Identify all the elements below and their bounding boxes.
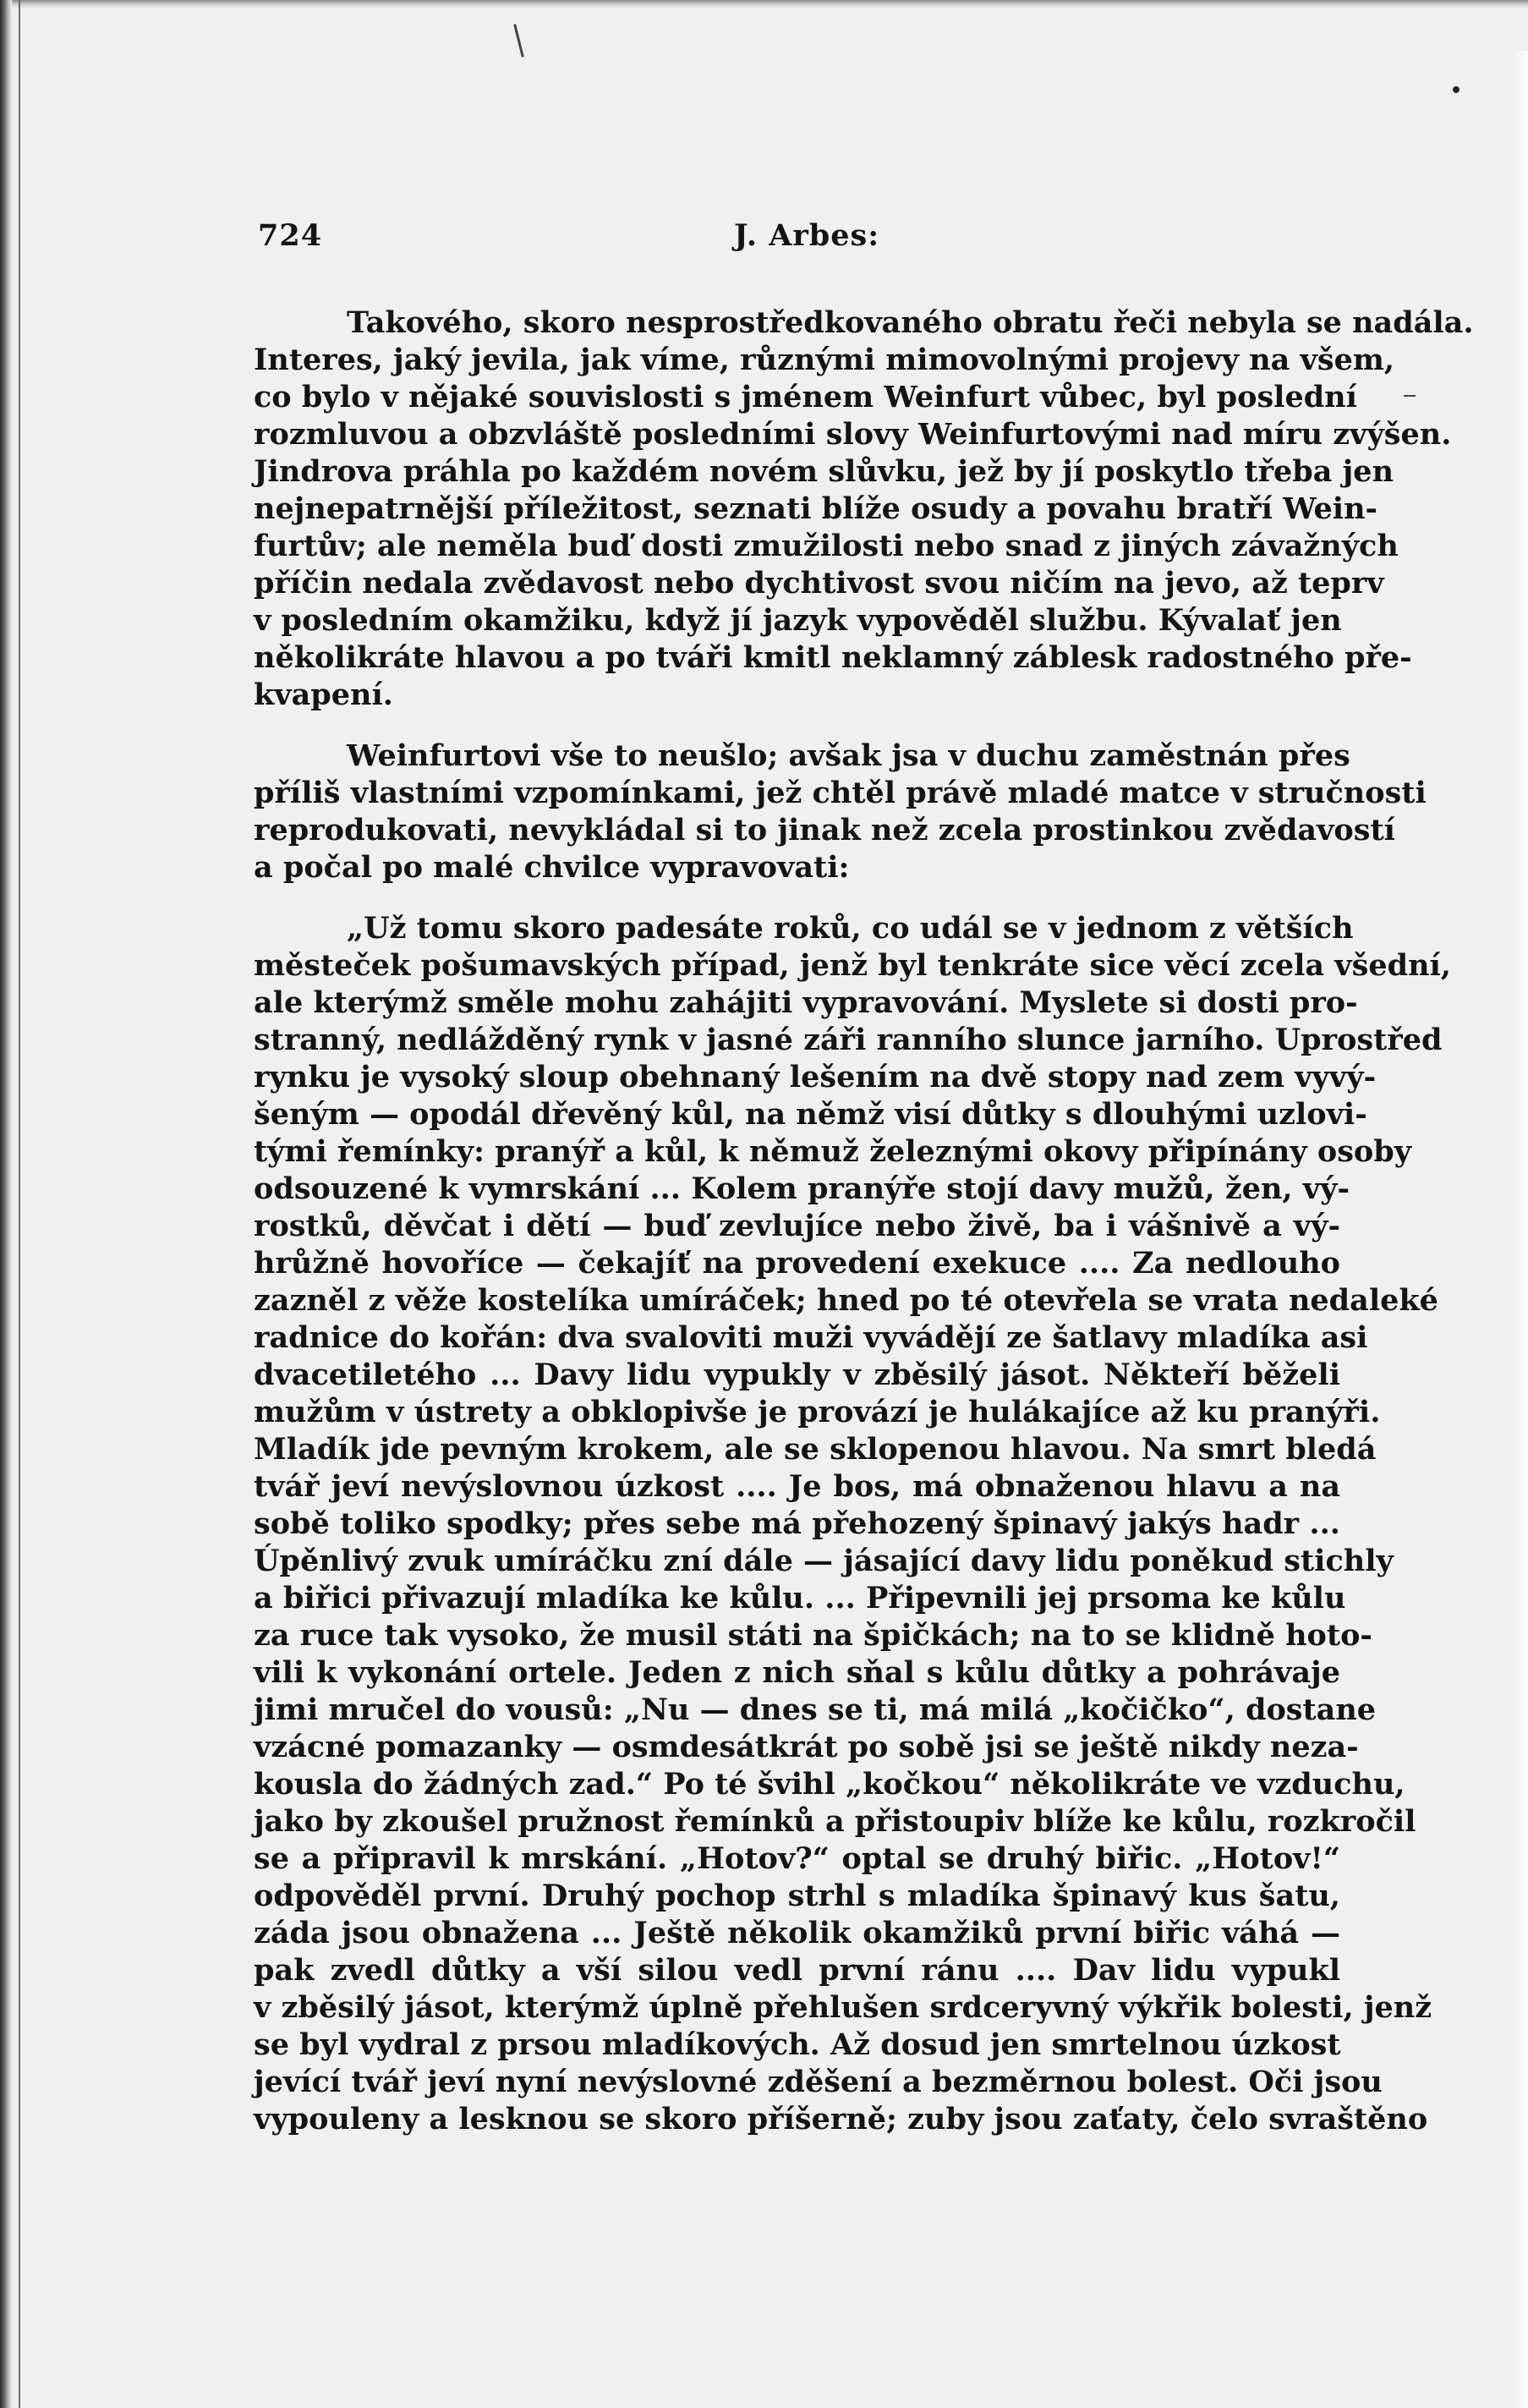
paragraph-1	[254, 304, 1474, 714]
text-line: tými řemínky: pranýř a kůl, k němuž železnými okovy připínány osoby	[254, 1134, 1412, 1169]
page-number: 724	[258, 218, 323, 253]
text-line: jako by zkoušel pružnost řemínků a přistoupiv blíže ke kůlu, rozkročil	[254, 1804, 1416, 1839]
text-line: odsouzené k vymrskání ... Kolem pranýře stojí davy mužů, žen, vý-	[254, 1171, 1350, 1206]
text-line: reprodukovati, nevykládal si to jinak než zcela prostinkou zvědavostí	[254, 813, 1395, 847]
text-line: záda jsou obnažena ... Ještě několik okamžiků první biřic váhá —	[254, 1916, 1340, 1950]
text-line: Takového, skoro nesprostředkovaného obratu řeči nebyla se nadála.	[347, 305, 1474, 340]
text-line: za ruce tak vysoko, že musil státi na špičkách; na to se klidně hoto-	[254, 1618, 1372, 1653]
text-line: sobě toliko spodky; přes sebe má přehozený špinavý jakýs hadr ...	[254, 1506, 1340, 1541]
text-line: rozmluvou a obzvláště posledními slovy Weinfurtovými nad míru zvýšen.	[254, 417, 1452, 452]
text-line: a počal po malé chvilce vypravovati:	[254, 850, 850, 885]
text-line: vzácné pomazanky — osmdesátkrát po sobě jsi se ještě nikdy neza-	[254, 1730, 1359, 1764]
scan-mark	[513, 24, 524, 58]
text-line: městeček pošumavských případ, jenž byl tenkráte sice věcí zcela všední,	[254, 948, 1451, 983]
text-line: mužům v ústrety a obklopivše je provází je hulákajíce až ku pranýři.	[254, 1395, 1381, 1429]
scan-speck	[1453, 86, 1460, 93]
text-line: vili k vykonání ortele. Jeden z nich sňal s kůlu důtky a pohrávaje	[254, 1655, 1340, 1690]
text-line: a biřici přivazují mladíka ke kůlu. ... Připevnili jej prsoma ke kůlu	[254, 1581, 1346, 1615]
text-line: kvapení.	[254, 677, 393, 712]
text-line: Interes, jaký jevila, jak víme, různými mimovolnými projevy na všem,	[254, 343, 1395, 377]
page-header	[258, 218, 1340, 269]
text-line: šeným — opodál dřevěný kůl, na němž visí důtky s dlouhými uzlovi-	[254, 1097, 1367, 1132]
book-spine-edge	[0, 0, 12, 2408]
text-line: Mladík jde pevným krokem, ale se sklopenou hlavou. Na smrt bledá	[254, 1432, 1377, 1467]
text-line: rostků, děvčat i dětí — buď zevlujíce nebo živě, ba i vášnivě a vý-	[254, 1209, 1340, 1243]
text-line: dvacetiletého ... Davy lidu vypukly v zběsilý jásot. Někteří běželi	[254, 1358, 1340, 1392]
scan-mark	[1404, 395, 1416, 397]
text-line: několikráte hlavou a po tváři kmitl neklamný záblesk radostného pře-	[254, 640, 1412, 675]
text-line: jimi mručel do vousů: „Nu — dnes se ti, má milá „kočičko“, dostane	[254, 1692, 1377, 1727]
spine-shadow-line	[19, 0, 20, 2408]
text-line: ale kterýmž směle mohu zahájiti vypravování. Myslete si dosti pro-	[254, 985, 1358, 1020]
text-line: v zběsilý jásot, kterýmž úplně přehlušen srdceryvný výkřik bolesti, jenž	[254, 1990, 1432, 2025]
text-line: příčin nedala zvědavost nebo dychtivost svou ničím na jevo, až teprv	[254, 566, 1384, 601]
text-line: furtův; ale neměla buď dosti zmužilosti nebo snad z jiných závažných	[254, 529, 1399, 563]
text-line: „Už tomu skoro padesáte roků, co udál se v jednom z větších	[347, 911, 1354, 946]
text-line: se byl vydral z prsou mladíkových. Až dosud jen smrtelnou úzkost	[254, 2027, 1341, 2062]
page-top-edge	[0, 0, 1528, 8]
text-line: nejnepatrnější příležitost, seznati blíže osudy a povahu bratří Wein-	[254, 491, 1378, 526]
text-line: jevící tvář jeví nyní nevýslovné zděšení a bezměrnou bolest. Oči jsou	[254, 2065, 1383, 2099]
page-right-edge	[1514, 51, 1528, 2408]
text-line: odpověděl první. Druhý pochop strhl s mladíka špinavý kus šatu,	[254, 1879, 1340, 1913]
text-line: v posledním okamžiku, když jí jazyk vypověděl službu. Kývalať jen	[254, 603, 1342, 638]
text-line: stranný, nedlážděný rynk v jasné záři ranního slunce jarního. Uprostřed	[254, 1023, 1443, 1057]
text-line: příliš vlastními vzpomínkami, jež chtěl právě mladé matce v stručnosti	[254, 776, 1427, 810]
text-line: co bylo v nějaké souvislosti s jménem Weinfurt vůbec, byl poslední	[254, 380, 1357, 414]
text-line: hrůžně hovoříce — čekajíť na provedení exekuce .... Za nedlouho	[254, 1246, 1340, 1281]
body-text	[254, 304, 1474, 2138]
text-line: kousla do žádných zad.“ Po té švihl „kočkou“ několikráte ve vzduchu,	[254, 1767, 1405, 1802]
text-line: Weinfurtovi vše to neušlo; avšak jsa v duchu zaměstnán přes	[347, 738, 1350, 773]
running-head: J. Arbes:	[734, 218, 880, 253]
text-line: tvář jeví nevýslovnou úzkost .... Je bos, má obnaženou hlavu a na	[254, 1469, 1340, 1504]
text-line: pak zvedl důtky a vší silou vedl první ránu .... Dav lidu vypukl	[254, 1953, 1340, 1988]
paragraph-2	[254, 738, 1427, 886]
text-line: Jindrova práhla po každém novém slůvku, jež by jí poskytlo třeba jen	[254, 454, 1394, 489]
text-line: rynku je vysoký sloup obehnaný lešením na dvě stopy nad zem vyvý-	[254, 1060, 1377, 1094]
text-line: radnice do kořán: dva svaloviti muži vyvádějí ze šatlavy mladíka asi	[254, 1320, 1368, 1355]
paragraph-3	[254, 910, 1451, 2138]
text-line: Úpěnlivý zvuk umíráčku zní dále — jásající davy lidu poněkud stichly	[254, 1544, 1394, 1578]
text-line: vypouleny a lesknou se skoro příšerně; zuby jsou zaťaty, čelo svraštěno	[254, 2102, 1428, 2136]
text-line: se a připravil k mrskání. „Hotov?“ optal se druhý biřic. „Hotov!“	[254, 1841, 1340, 1876]
text-line: zazněl z věže kostelíka umíráček; hned po té otevřela se vrata nedaleké	[254, 1283, 1438, 1318]
